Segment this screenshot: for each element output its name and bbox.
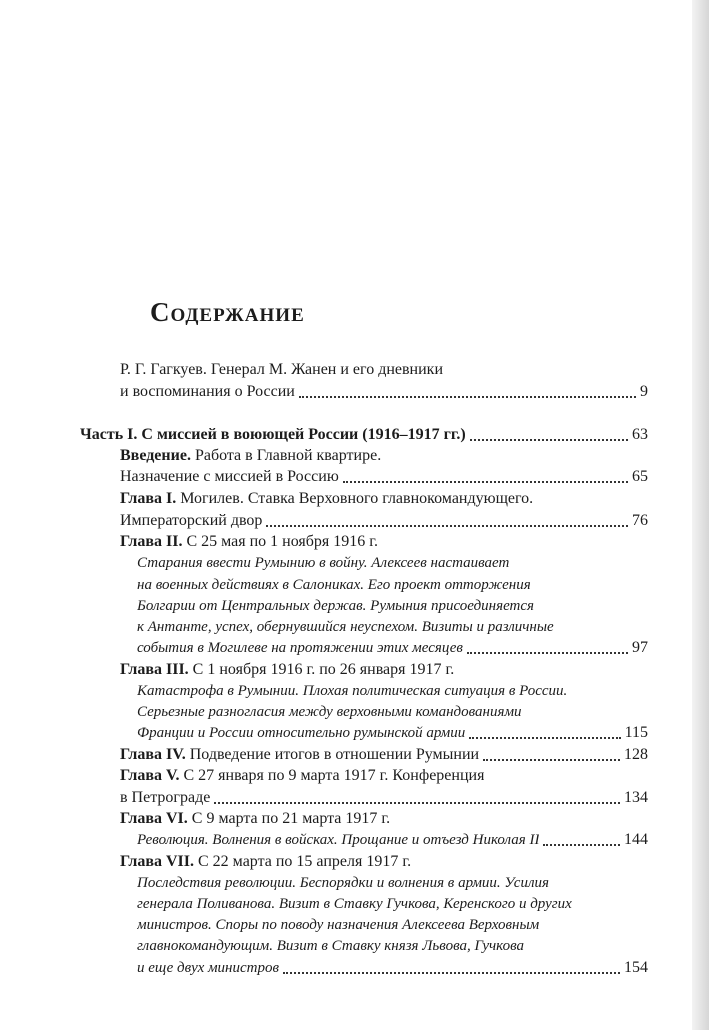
dot-leader [470,439,628,441]
page-number: 134 [624,789,648,806]
page-number: 9 [640,383,648,400]
dot-leader [469,737,620,739]
page-number: 154 [624,959,648,976]
dot-leader [266,525,628,527]
toc-chapter-7-sub: генерала Поливанова. Визит в Ставку Гучкова, Керенского и других [137,896,572,912]
toc-intro-line1: Р. Г. Гагкуев. Генерал М. Жанен и его дневники [120,361,444,378]
dot-leader [483,759,620,761]
dot-leader [283,972,620,974]
toc-chapter-5-line1: Глава V. С 27 января по 9 марта 1917 г. Конференция [120,767,485,784]
dot-leader [467,652,628,654]
toc-chapter-2-sub: Болгарии от Центральных держав. Румыния присоединяется [137,598,534,614]
toc-intro-line2: и воспоминания о России 9 [120,381,648,403]
toc-chapter-3-sub: Серьезные разногласия между верховными командованиями [137,704,522,720]
page-number: 144 [624,831,648,848]
dot-leader [343,481,628,483]
toc-chapter-2-sub: к Антанте, успех, обернувшийся неуспехом. Визиты и различные [137,619,554,635]
page-number: 63 [632,426,648,443]
toc-chapter-1-line1: Глава I. Могилев. Ставка Верховного главнокомандующего. [120,490,534,507]
toc-part-1: Часть I. С миссией в воюющей России (1916–1917 гг.) 63 [80,424,648,446]
dot-leader [543,844,620,846]
page-number: 97 [632,639,648,656]
toc-introduction-line1: Введение. Работа в Главной квартире. [120,447,382,464]
page-number: 115 [624,724,648,741]
toc-chapter-1-line2: Императорский двор 76 [120,510,648,532]
toc-chapter-3-sub-last: Франции и России относительно румынской армии 115 [137,722,648,744]
dot-leader [214,802,620,804]
page-number: 65 [632,468,648,485]
toc-chapter-6-sub: Революция. Волнения в войсках. Прощание и отъезд Николая II 144 [137,829,648,851]
toc-chapter-2-sub-last: события в Могилеве на протяжении этих месяцев 97 [137,637,648,659]
toc-chapter-7: Глава VII. С 22 марта по 15 апреля 1917 г. [120,853,412,870]
page-number: 128 [624,746,648,763]
toc-chapter-5-line2: в Петрограде 134 [120,787,648,809]
page-edge-shadow [692,0,709,1030]
toc-chapter-6: Глава VI. С 9 марта по 21 марта 1917 г. [120,810,391,827]
page-title: Содержание [150,297,305,327]
toc-chapter-3: Глава III. С 1 ноября 1916 г. по 26 января 1917 г. [120,661,455,678]
toc-chapter-7-sub: Последствия революции. Беспорядки и волнения в армии. Усилия [137,875,549,891]
toc-chapter-7-sub: главнокомандующим. Визит в Ставку князя Львова, Гучкова [137,938,525,954]
dot-leader [299,396,636,398]
toc-chapter-2-sub: Старания ввести Румынию в войну. Алексеев настаивает [137,555,510,571]
toc-chapter-7-sub: министров. Споры по поводу назначения Алексеева Верховным [137,917,540,933]
toc-chapter-2-sub: на военных действиях в Салониках. Его проект отторжения [137,577,531,593]
toc-chapter-2: Глава II. С 25 мая по 1 ноября 1916 г. [120,533,379,550]
toc-chapter-4: Глава IV. Подведение итогов в отношении Румынии 128 [120,744,648,766]
toc-chapter-7-sub-last: и еще двух министров 154 [137,957,648,979]
toc-introduction-line2: Назначение с миссией в Россию 65 [120,466,648,488]
toc-chapter-3-sub: Катастрофа в Румынии. Плохая политическая ситуация в России. [137,683,568,699]
page-number: 76 [632,512,648,529]
